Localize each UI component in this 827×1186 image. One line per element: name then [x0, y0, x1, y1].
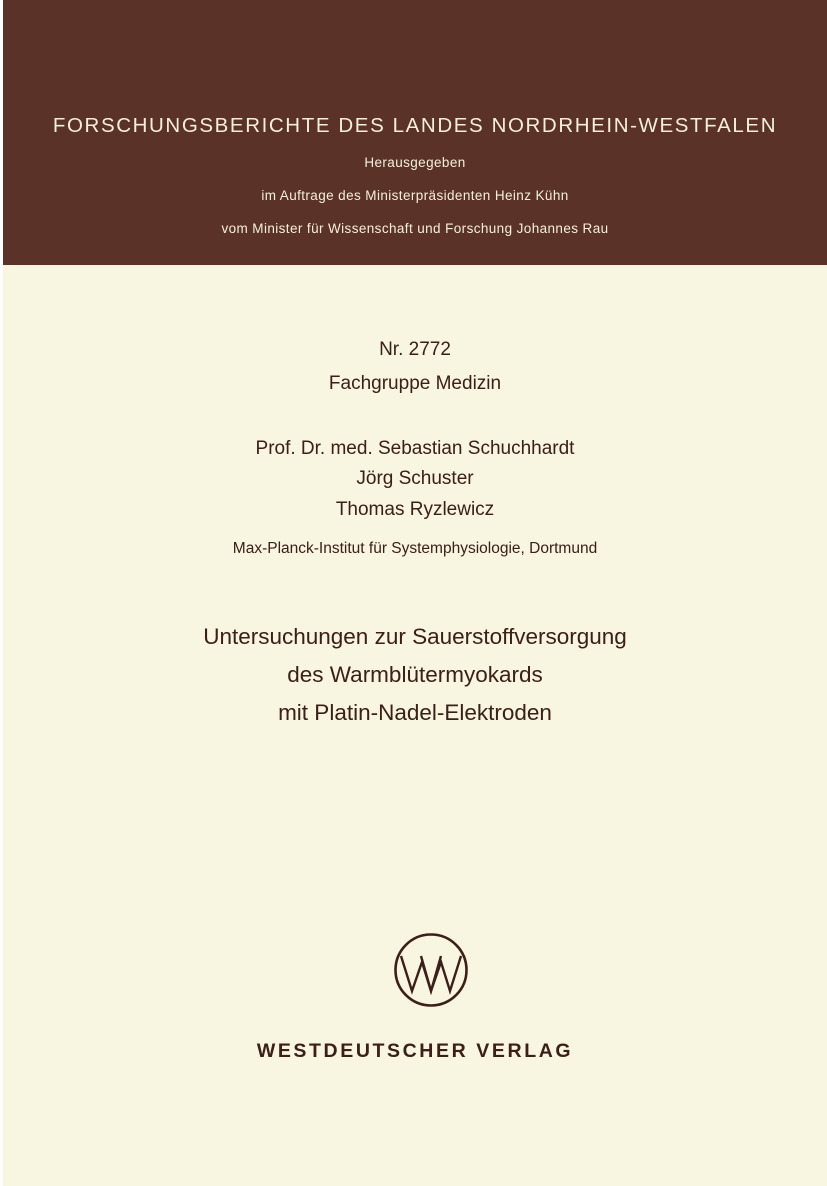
author-1: Prof. Dr. med. Sebastian Schuchhardt — [255, 438, 575, 459]
editor-note: Herausgegeben — [364, 155, 466, 170]
book-title-line-1: Untersuchungen zur Sauerstoffversorgung — [203, 624, 627, 649]
book-title-line-2: des Warmblütermyokards — [287, 662, 543, 687]
series-title: FORSCHUNGSBERICHTE DES LANDES NORDRHEIN-WESTFALEN — [52, 114, 778, 137]
author-2: Jörg Schuster — [356, 468, 474, 489]
book-title-line-3: mit Platin-Nadel-Elektroden — [278, 700, 552, 725]
issue-number: Nr. 2772 — [379, 339, 451, 360]
header-band — [3, 0, 827, 265]
publisher-logo-icon — [393, 932, 469, 1008]
subject-group: Fachgruppe Medizin — [328, 373, 502, 394]
minister-note: vom Minister für Wissenschaft und Forschung Johannes Rau — [221, 221, 609, 236]
publisher-name: WESTDEUTSCHER VERLAG — [256, 1040, 574, 1062]
author-3: Thomas Ryzlewicz — [335, 499, 495, 520]
commission-note: im Auftrage des Ministerpräsidenten Heinz Kühn — [261, 188, 569, 203]
book-cover — [3, 0, 827, 1186]
institute: Max-Planck-Institut für Systemphysiologie, Dortmund — [232, 540, 598, 557]
